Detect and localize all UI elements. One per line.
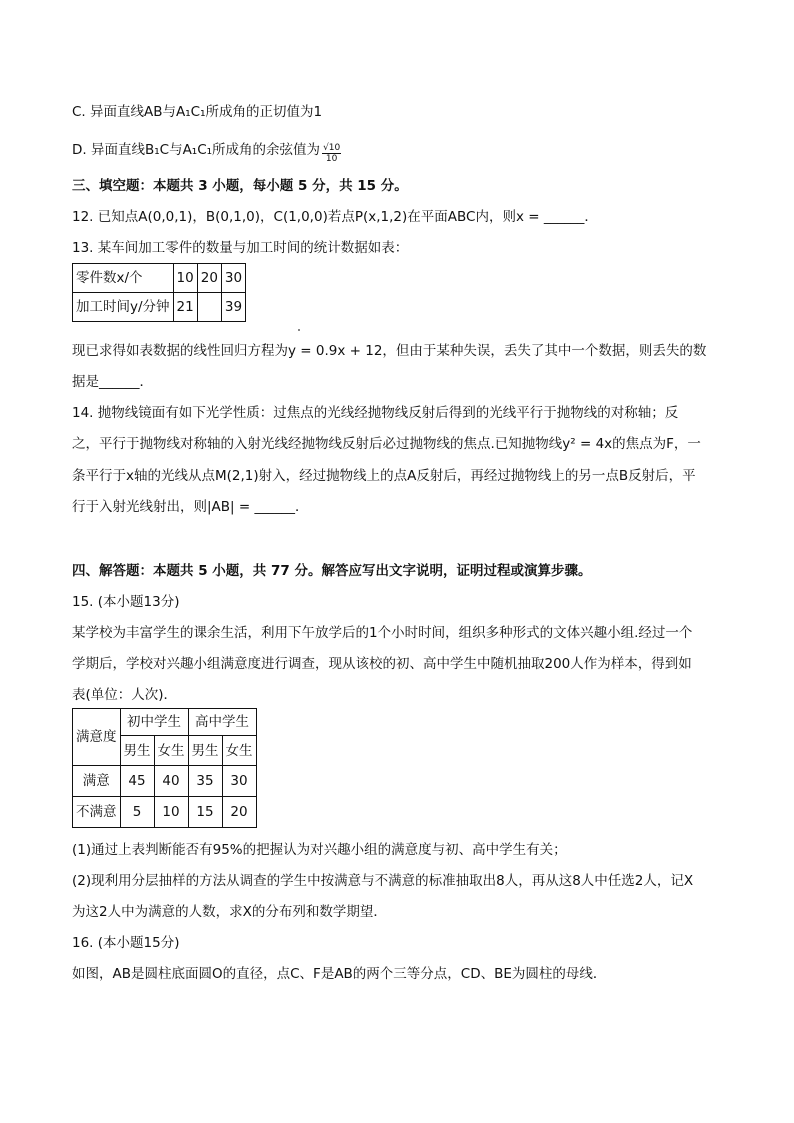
question-12: 12. 已知点A(0,0,1)，B(0,1,0)，C(1,0,0)若点P(x,1,2)在平面ABC内，则x = ______． — [72, 209, 598, 225]
question-14-line-3: 条平行于x轴的光线从点M(2,1)射入，经过抛物线上的点A反射后，再经过抛物线上的另一点B反射后，平 — [72, 468, 696, 484]
question-15-line-2: 学期后，学校对兴趣小组满意度进行调查，现从该校的初、高中学生中随机抽取200人作为样本，得到如 — [72, 656, 692, 672]
table-cell: 45 — [120, 766, 154, 797]
table-cell: 21 — [173, 293, 197, 322]
table-cell: 5 — [120, 797, 154, 828]
table-row — [73, 766, 257, 797]
table-group-header: 高中学生 — [188, 709, 256, 736]
question-15-part-2b: 为这2人中为满意的人数，求X的分布列和数学期望． — [72, 904, 387, 920]
table-cell: 35 — [188, 766, 222, 797]
table-cell: 39 — [221, 293, 245, 322]
table-subheader-cell: 女生 — [222, 736, 256, 766]
question-15-heading: 15. (本小题13分) — [72, 594, 180, 610]
option-d-fraction — [322, 143, 341, 164]
question-13: 13. 某车间加工零件的数量与加工时间的统计数据如表： — [72, 240, 409, 256]
table-row — [73, 264, 246, 293]
table-cell — [197, 293, 221, 322]
option-c: C. 异面直线AB与A₁C₁所成角的正切值为1 — [72, 104, 323, 120]
table-row-label: 不满意 — [73, 797, 121, 828]
question-16-heading: 16. (本小题15分) — [72, 935, 180, 951]
table-row — [73, 797, 257, 828]
table-cell: 加工时间y/分钟 — [73, 293, 174, 322]
option-d-text: D. 异面直线B₁C与A₁C₁所成角的余弦值为 — [72, 142, 321, 158]
table-row-label: 满意 — [73, 766, 121, 797]
table-group-header: 初中学生 — [120, 709, 188, 736]
table-cell: 20 — [197, 264, 221, 293]
question-15-line-3: 表(单位：人次)． — [72, 687, 178, 703]
table-row — [73, 293, 246, 322]
table-cell: 20 — [222, 797, 256, 828]
option-d — [72, 140, 341, 164]
table-subheader-cell: 男生 — [120, 736, 154, 766]
question-13-text-2: 据是______． — [72, 374, 153, 390]
question-14-line-1: 14. 抛物线镜面有如下光学性质：过焦点的光线经抛物线反射后得到的光线平行于抛物线的对称轴；反 — [72, 405, 679, 421]
section-3-heading: 三、填空题：本题共 3 小题，每小题 5 分，共 15 分。 — [72, 178, 408, 194]
table-corner-cell: 满意度 — [73, 709, 121, 766]
stray-dot — [298, 329, 300, 331]
table-cell: 30 — [221, 264, 245, 293]
question-14-line-2: 之，平行于抛物线对称轴的入射光线经抛物线反射后必过抛物线的焦点.已知抛物线y² = 4x的焦点为F，一 — [72, 436, 701, 452]
question-16-line-1: 如图，AB是圆柱底面圆O的直径，点C、F是AB的两个三等分点，CD、BE为圆柱的母线． — [72, 966, 607, 982]
table-cell: 15 — [188, 797, 222, 828]
q13-table — [72, 263, 246, 322]
question-13-text-1: 现已求得如表数据的线性回归方程为y = 0.9x + 12，但由于某种失误，丢失了其中一个数据，则丢失的数 — [72, 343, 707, 359]
table-header-row — [73, 709, 257, 736]
fraction-numerator: √10 — [323, 143, 341, 153]
table-subheader-cell: 男生 — [188, 736, 222, 766]
section-4-heading: 四、解答题：本题共 5 小题，共 77 分。解答应写出文字说明，证明过程或演算步骤。 — [72, 563, 592, 579]
q15-table — [72, 708, 257, 828]
table-cell: 40 — [154, 766, 188, 797]
table-subheader-cell: 女生 — [154, 736, 188, 766]
table-cell: 10 — [154, 797, 188, 828]
table-cell: 零件数x/个 — [73, 264, 174, 293]
fraction-denominator: 10 — [325, 154, 338, 164]
table-cell: 30 — [222, 766, 256, 797]
question-15-line-1: 某学校为丰富学生的课余生活，利用下午放学后的1个小时时间，组织多种形式的文体兴趣小组.经过一个 — [72, 625, 693, 641]
question-15-part-1: (1)通过上表判断能否有95%的把握认为对兴趣小组的满意度与初、高中学生有关； — [72, 842, 567, 858]
question-14-line-4: 行于入射光线射出，则|AB| = ______． — [72, 499, 309, 515]
table-cell: 10 — [173, 264, 197, 293]
question-15-part-2a: (2)现利用分层抽样的方法从调查的学生中按满意与不满意的标准抽取出8人，再从这8人中任选2人，记X — [72, 873, 694, 889]
